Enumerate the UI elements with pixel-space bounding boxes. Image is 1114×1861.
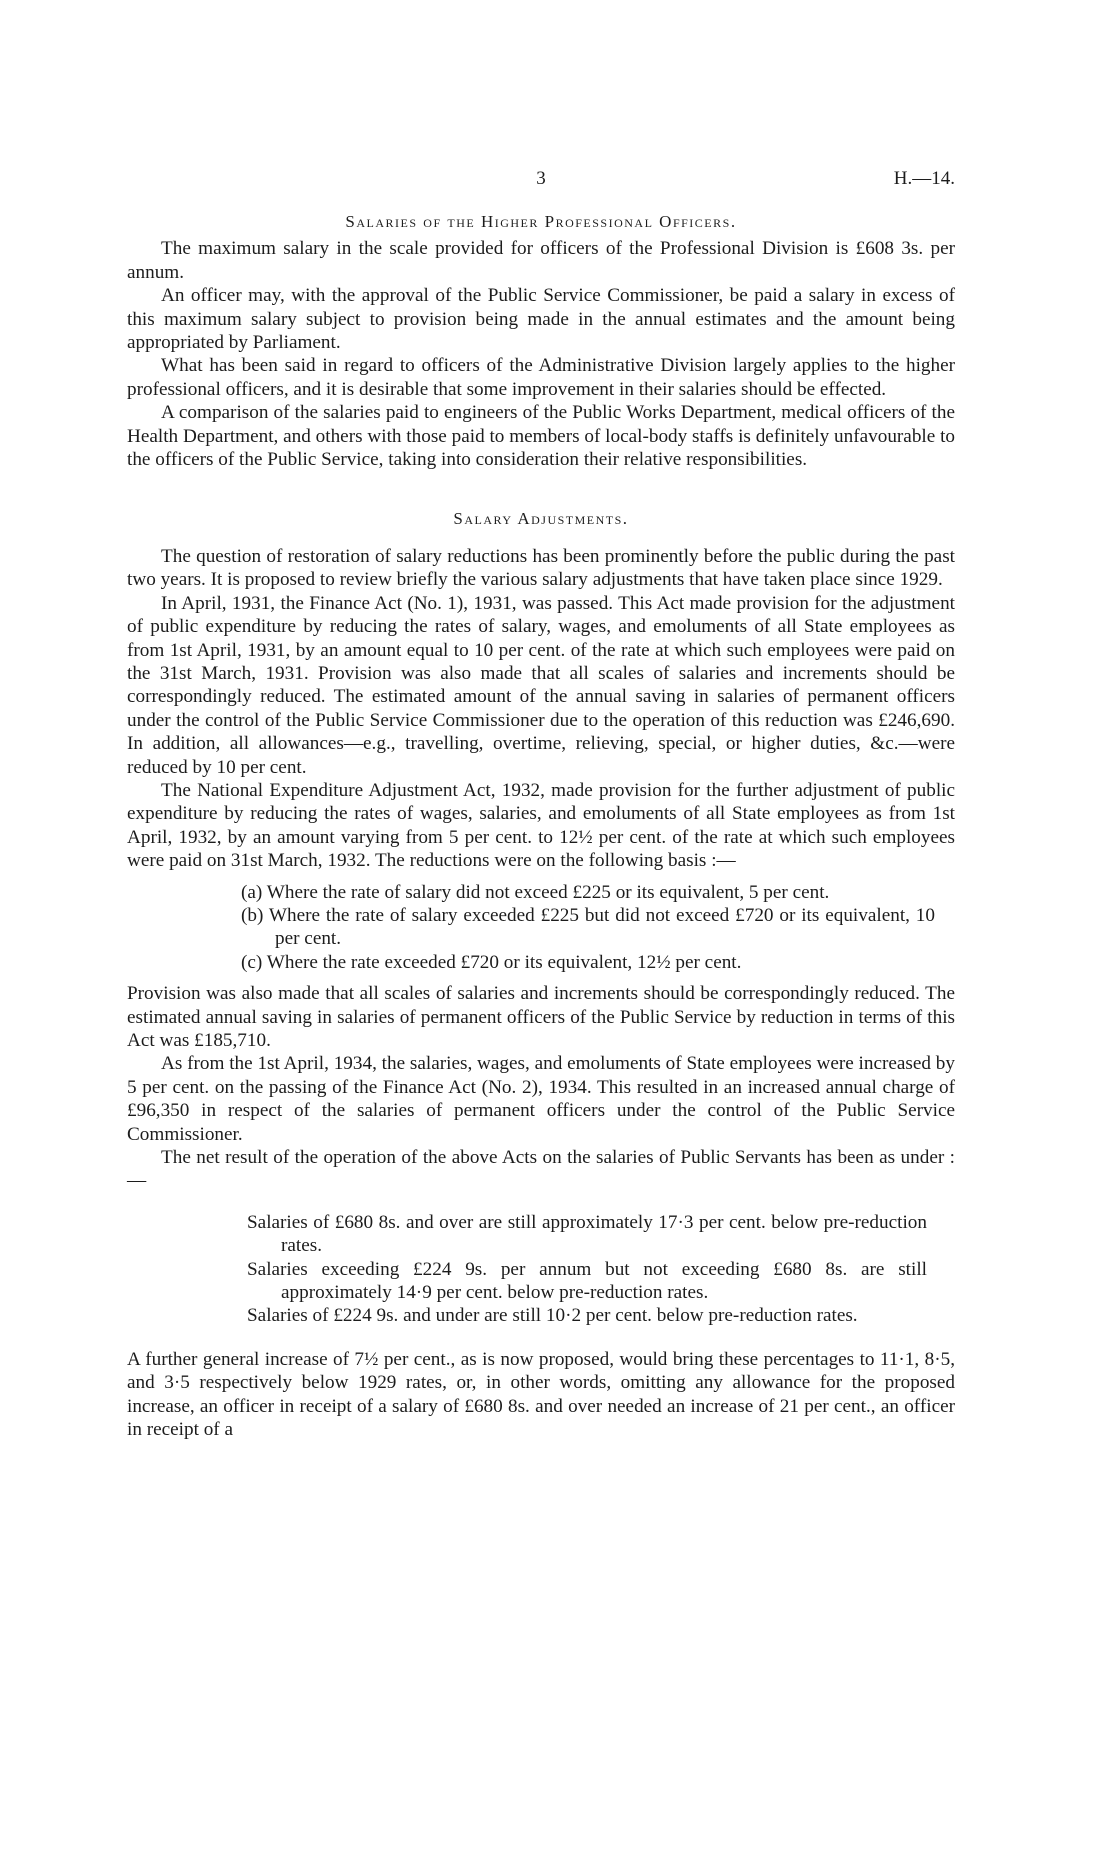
document-code: H.—14. xyxy=(893,168,955,189)
paragraph: The question of restoration of salary reductions has been prominently before the public during the past two years. It is proposed to review briefly the various salary adjustments that have taken place since 1929. xyxy=(127,545,955,591)
section-heading-salary-adjustments: Salary Adjustments. xyxy=(453,509,629,529)
list-item: Salaries of £224 9s. and under are still 10·2 per cent. below pre-reduction rates. xyxy=(247,1305,858,1327)
list-item: (b) Where the rate of salary exceeded £225 but did not exceed £720 or its equivalent, 10 per cent. xyxy=(241,904,935,950)
paragraph: What has been said in regard to officers of the Administrative Division largely applies to the higher professional officers, and it is desirable that some improvement in their salaries should be effected. xyxy=(127,355,955,400)
paragraph: A comparison of the salaries paid to engineers of the Public Works Department, medical officers of the Health Department, and others with those paid to members of local-body staffs is definitely unfavourable to the officers of the Public Service, taking into consideration their relative responsibilities. xyxy=(127,402,955,471)
list-item: (c) Where the rate exceeded £720 or its equivalent, 12½ per cent. xyxy=(241,951,742,973)
page-header xyxy=(127,168,955,198)
paragraph: As from the 1st April, 1934, the salaries, wages, and emoluments of State employees were increased by 5 per cent. on the passing of the Finance Act (No. 2), 1934. This resulted in an increased annual charge of £96,350 in respect of the salaries of permanent officers under the control of the Public Service Commissioner. xyxy=(127,1053,955,1145)
reduction-basis-list xyxy=(127,881,955,975)
paragraph: The net result of the operation of the above Acts on the salaries of Public Servants has been as under :— xyxy=(127,1147,955,1192)
list-item: Salaries exceeding £224 9s. per annum but not exceeding £680 8s. are still approximately 14·9 per cent. below pre-reduction rates. xyxy=(247,1258,927,1304)
paragraph: The maximum salary in the scale provided for officers of the Professional Division is £608 3s. per annum. xyxy=(127,238,955,283)
page-number: 3 xyxy=(536,168,546,189)
paragraph: The National Expenditure Adjustment Act, 1932, made provision for the further adjustment of public expenditure by reducing the rates of wages, salaries, and emoluments of all State employees as from 1st April, 1932, by an amount varying from 5 per cent. to 12½ per cent. of the rate at which such employees were paid on 31st March, 1932. The reductions were on the following basis :— xyxy=(127,779,955,872)
net-result-list xyxy=(127,1211,955,1328)
list-item: (a) Where the rate of salary did not exceed £225 or its equivalent, 5 per cent. xyxy=(241,881,830,903)
paragraph: Provision was also made that all scales of salaries and increments should be correspondingly reduced. The estimated annual saving in salaries of permanent officers of the Public Service by reduction in terms of this Act was £185,710. xyxy=(127,983,955,1051)
paragraph: In April, 1931, the Finance Act (No. 1), 1931, was passed. This Act made provision for the adjustment of public expenditure by reducing the rates of salary, wages, and emoluments of all State employees as from 1st April, 1931, by an amount equal to 10 per cent. of the rate at which such employees were paid on the 31st March, 1931. Provision was also made that all scales of salaries and increments should be correspondingly reduced. The estimated amount of the annual saving in salaries of permanent officers under the control of the Public Service Commissioner due to the operation of this reduction was £246,690. In addition, all allowances—e.g., travelling, overtime, relieving, special, or higher duties, &c.—were reduced by 10 per cent. xyxy=(127,592,955,778)
document-body xyxy=(127,202,955,1442)
section-heading-professional-officers: Salaries of the Higher Professional Officers. xyxy=(345,212,737,231)
closing-paragraph: A further general increase of 7½ per cent., as is now proposed, would bring these percentages to 11·1, 8·5, and 3·5 respectively below 1929 rates, or, in other words, omitting any allowance for the proposed increase, an officer in receipt of a salary of £680 8s. and over needed an increase of 21 per cent., an officer in receipt of a xyxy=(127,1348,955,1441)
paragraph: An officer may, with the approval of the Public Service Commissioner, be paid a salary in excess of this maximum salary subject to provision being made in the annual estimates and the amount being appropriated by Parliament. xyxy=(127,285,955,354)
list-item: Salaries of £680 8s. and over are still approximately 17·3 per cent. below pre-reduction rates. xyxy=(247,1211,927,1257)
